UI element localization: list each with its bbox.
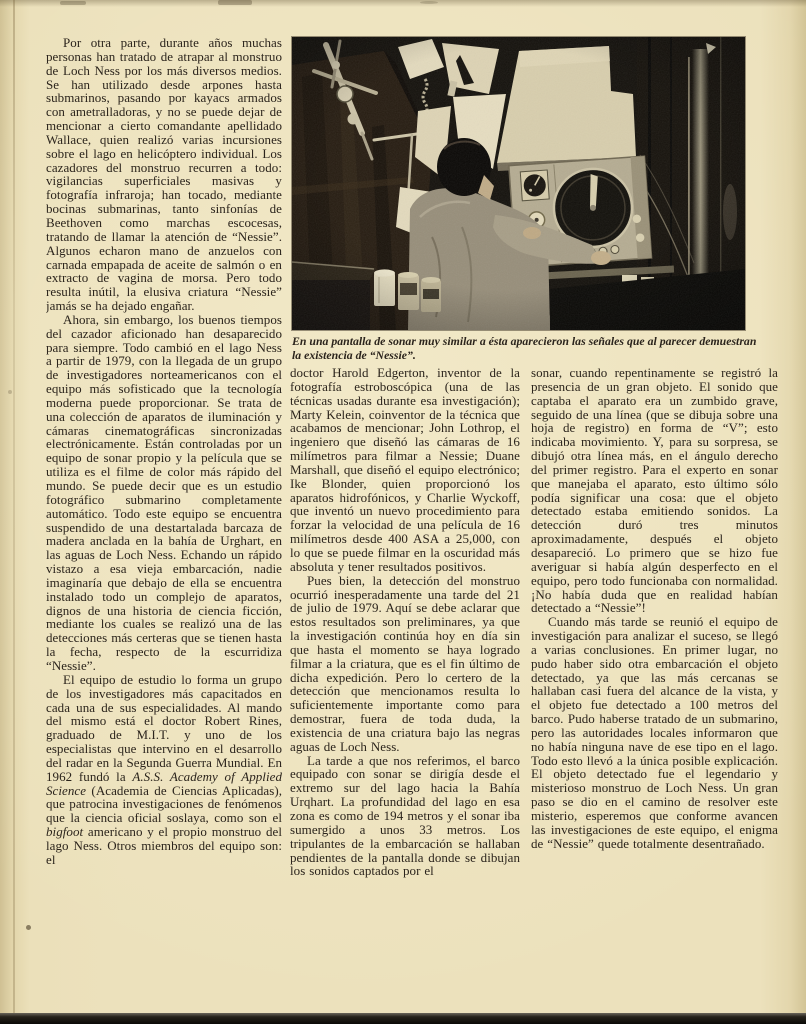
paragraph [531,615,778,850]
column-left [46,36,282,954]
scan-speck [218,0,252,5]
paragraph [46,673,282,867]
photo-grain [292,37,745,330]
column-right [531,366,778,954]
sonar-operator-photo-art [292,37,745,330]
sonar-operator-photo [292,37,745,330]
paragraph-text: El equipo de estudio lo forma un grupo de los investigadores más capacitados en cada una de sus especialidades. Al mando del mismo está el doctor Robert Rines, graduado de M.I.T. y uno de los especialistas que intervino en el desarrollo del radar en la Segunda Guerra Mundial. En 1962 fundó la [46,671,282,784]
paragraph [46,313,282,673]
paragraph-text: Por otra parte, durante años muchas personas han tratado de atrapar al monstruo de Loch Ness por los más diversos medios. Se han utilizado desde arpones hasta submarinos, pasando por kayacs armados con ametralladoras, y no se puede dejar de mencionar a cierto comandante apellidado Wallace, quien realizó varias incursiones sobre el lago en helicóptero individual. Los cazadores del monstruo recurren a todo: vigilancias superficiales masivas y fotografía infraroja; han tocado, mediante bocinas submarinas, tanto sinfonías de Beethoven como marchas escocesas, tratando de llamar la atención de “Nessie”. Algunos echaron mano de anzuelos con carnada empapada de aceite de salmón o en extracto de vagina de morsa. Pero todo resulta inútil, la elusiva criatura “Nessie” jamás se ha dejado engañar. [46,36,282,314]
paragraph-text: sonar, cuando repentinamente se registró la presencia de un gran objeto. El sonido que captaba el aparato era un zumbido grave, seguido de una línea (que se dibuja sobre una hoja de registro) en forma de “V”; esto indicaba movimiento. Y, para su sorpresa, se dibujó otra línea más, en el ángulo derecho del primer registro. Para el experto en sonar que manejaba el aparato, esto último sólo podía significar una cosa: que el objeto detectado estaba emitiendo sonidos. La detección duró tres minutos aproximadamente, después el objeto desapareció. Lo primero que se hizo fue averiguar si había algún desperfecto en el equipo, pero todo funcionaba con normalidad. ¡No había duda que en realidad habían detectado a “Nessie”! [531,366,778,616]
ink-speck [8,390,12,394]
paragraph-text: doctor Harold Edgerton, inventor de la fotografía estroboscópica (una de las técnicas usadas durante esa investigación); Marty Kelein, coinventor de la técnica que acabamos de mencionar; John Lothrop, el ingeniero que diseñó las cámaras de 16 milímetros para filmar a Nessie; Duane Marshall, que diseñó el equipo electrónico; Ike Blonder, quien proporcionó los aparatos hidrofónicos, y Charlie Wyckoff, que inventó un nuevo procedimiento para forzar la velocidad de una película de 16 milímetros desde 400 ASA a 25,000, con lo que se puede filmar en la oscuridad más absoluta y tener resultados positivos. [290,366,520,574]
photo-caption: En una pantalla de sonar muy similar a ésta aparecieron las señales que al parecer demuestran la existencia de “Nessie”. [292,334,757,363]
paragraph-text: Cuando más tarde se reunió el equipo de investigación para analizar el suceso, se llegó a varias conclusiones. En primer lugar, no pudo haber sido otra embarcación el objeto detectado, ya que las más cercanas se hallaban casi fuera del alcance de la vista, y el objeto fue detectado a 100 metros del barco. Pudo haberse tratado de un submarino, pero las autoridades locales informaron que no había ninguna nave de ese tipo en el lago. Todo esto llevó a la única posible explicación. El objeto detectado fue el legendario y misterioso monstruo de Loch Ness. Un gran paso se dio en el camino de resolver este misterio, esperemos que conforme avancen las investigaciones de este equipo, el enigma de “Nessie” quede totalmente desentrañado. [531,614,778,851]
scan-speck [420,1,438,4]
paragraph [290,754,520,879]
scan-edge-bottom [0,1013,806,1024]
ink-speck [26,925,31,930]
paragraph-text: La tarde a que nos referimos, el barco equipado con sonar se dirigía desde el extremo sur del lago hacia la Bahía Urqhart. La profundidad del lago en esa zona es como de 194 metros y el sonar iba sumergido a unos 33 metros. Los tripulantes de la embarcación se hallaban pendientes de la pantalla donde se dibujan los sonidos captados por el [290,752,520,879]
paragraph-text: Ahora, sin embargo, los buenos tiempos del cazador aficionado han desaparecido para siempre. Todo cambió en el lago Ness a partir de 1979, con la llegada de un grupo de investigadores norteamericanos con el equipo más sofisticado que la tecnología moderna puede proporcionar. Se trata de una colección de aparatos de iluminación y cámaras cinematográficas sincronizadas electrónicamente. Están controladas por un equipo de sonar propio y la película que se utiliza es el filme de color más rápido del mundo. Se puede decir que es un estudio fotográfico submarino completamente automático. Todo este equipo se encuentra suspendido de una destartalada barcaza de madera anclada en la bahía de Urghart, en las aguas de Loch Ness. Echando un rápido vistazo a esa vieja embarcación, nadie imaginaría que debajo de ella se encuentra instalado todo un complejo de aparatos, dignos de una historia de ciencia ficción, mediante los cuales se realizó una de las detecciones más certeras que se tienen hasta la fecha, respecto de la escurridiza “Nessie”. [46,311,282,673]
paragraph-text: americano y el propio monstruo del lago Ness. Otros miembros del equipo son: el [46,824,282,867]
paragraph-text: Pues bien, la detección del monstruo ocurrió inesperadamente una tarde del 21 de julio de 1979. Aquí se debe aclarar que estos resultados son preliminares, ya que la investigación continúa hoy en día sin que hasta el momento se haya logrado filmar a la criatura, que es el fin último de dicha expedición. Pero lo certero de la detección que mencionamos resulta lo suficientemente importante como para demostrar, fuera de toda duda, la existencia de una criatura bajo las negras aguas de Loch Ness. [290,572,520,754]
paragraph-text: (Academia de Ciencias Aplicadas), que patrocina investigaciones de fenómenos que la ciencia oficial soslaya, como son el [46,782,282,826]
italic-title: A.S.S. Academy of Applied Science [46,768,282,798]
column-middle [290,366,520,954]
paragraph [46,36,282,313]
scan-speck [60,1,86,5]
paragraph [531,366,778,615]
page-fold-crease [13,0,15,1024]
italic-word: bigfoot [46,824,84,840]
paragraph [290,366,520,574]
paragraph [290,574,520,754]
